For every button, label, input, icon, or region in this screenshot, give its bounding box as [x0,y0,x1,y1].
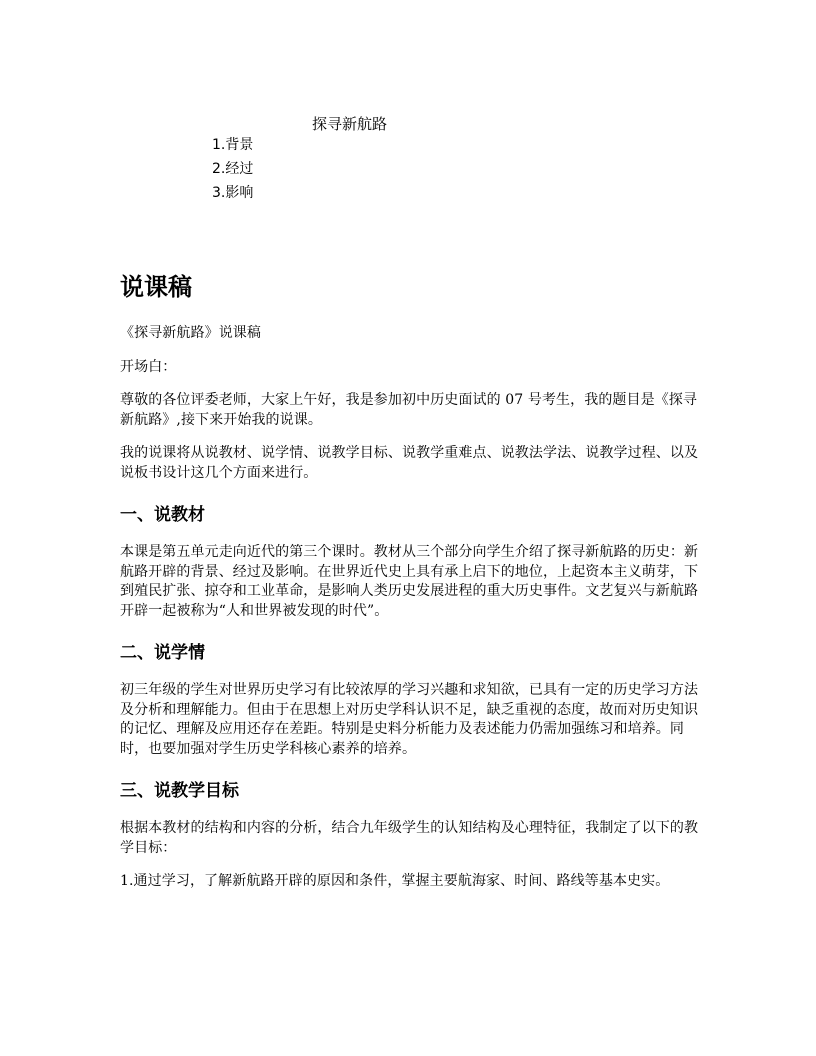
document-subtitle: 《探寻新航路》说课稿 [120,325,261,341]
section-heading-objectives: 三、说教学目标 [120,781,239,801]
section-paragraph: 初三年级的学生对世界历史学习有比较浓厚的学习兴趣和求知欲，已具有一定的历史学习方法及分析和理解能力。但由于在思想上对历史学科认识不足，缺乏重视的态度，故而对历史知识的记忆、理解及应用还存在差距。特别是史料分析能力及表述能力仍需加强练习和培养。同时，也要加强对学生历史学科核心素养的培养。 [120,682,699,757]
outline-title: 探寻新航路 [312,115,388,133]
document-title: 说课稿 [120,273,192,301]
outline-item: 3.影响 [212,185,254,201]
section-paragraph: 根据本教材的结构和内容的分析，结合九年级学生的认知结构及心理特征，我制定了以下的教学目标： [120,820,699,856]
section-paragraph: 本课是第五单元走向近代的第三个课时。教材从三个部分向学生介绍了探寻新航路的历史：新航路开辟的背景、经过及影响。在世界近代史上具有承上启下的地位，上起资本主义萌芽，下到殖民扩张、掠夺和工业革命，是影响人类历史发展进程的重大历史事件。文艺复兴与新航路开辟一起被称为“人和世界被发现的时代”。 [120,544,699,619]
section-paragraph: 1.通过学习，了解新航路开辟的原因和条件，掌握主要航海家、时间、路线等基本史实。 [120,873,670,889]
opening-label: 开场白： [120,358,177,375]
intro-paragraph: 尊敬的各位评委老师，大家上午好，我是参加初中历史面试的 07 号考生，我的题目是《探寻新航路》,接下来开始我的说课。 [120,392,698,428]
outline-item: 1.背景 [212,137,254,153]
plan-paragraph: 我的说课将从说教材、说学情、说教学目标、说教学重难点、说教法学法、说教学过程、以及说板书设计这几个方面来进行。 [120,445,699,481]
outline-item: 2.经过 [212,161,254,177]
document-body [120,270,700,906]
section-heading-students: 二、说学情 [120,643,205,663]
outline-list [212,136,253,208]
section-heading-textbook: 一、说教材 [120,505,205,525]
